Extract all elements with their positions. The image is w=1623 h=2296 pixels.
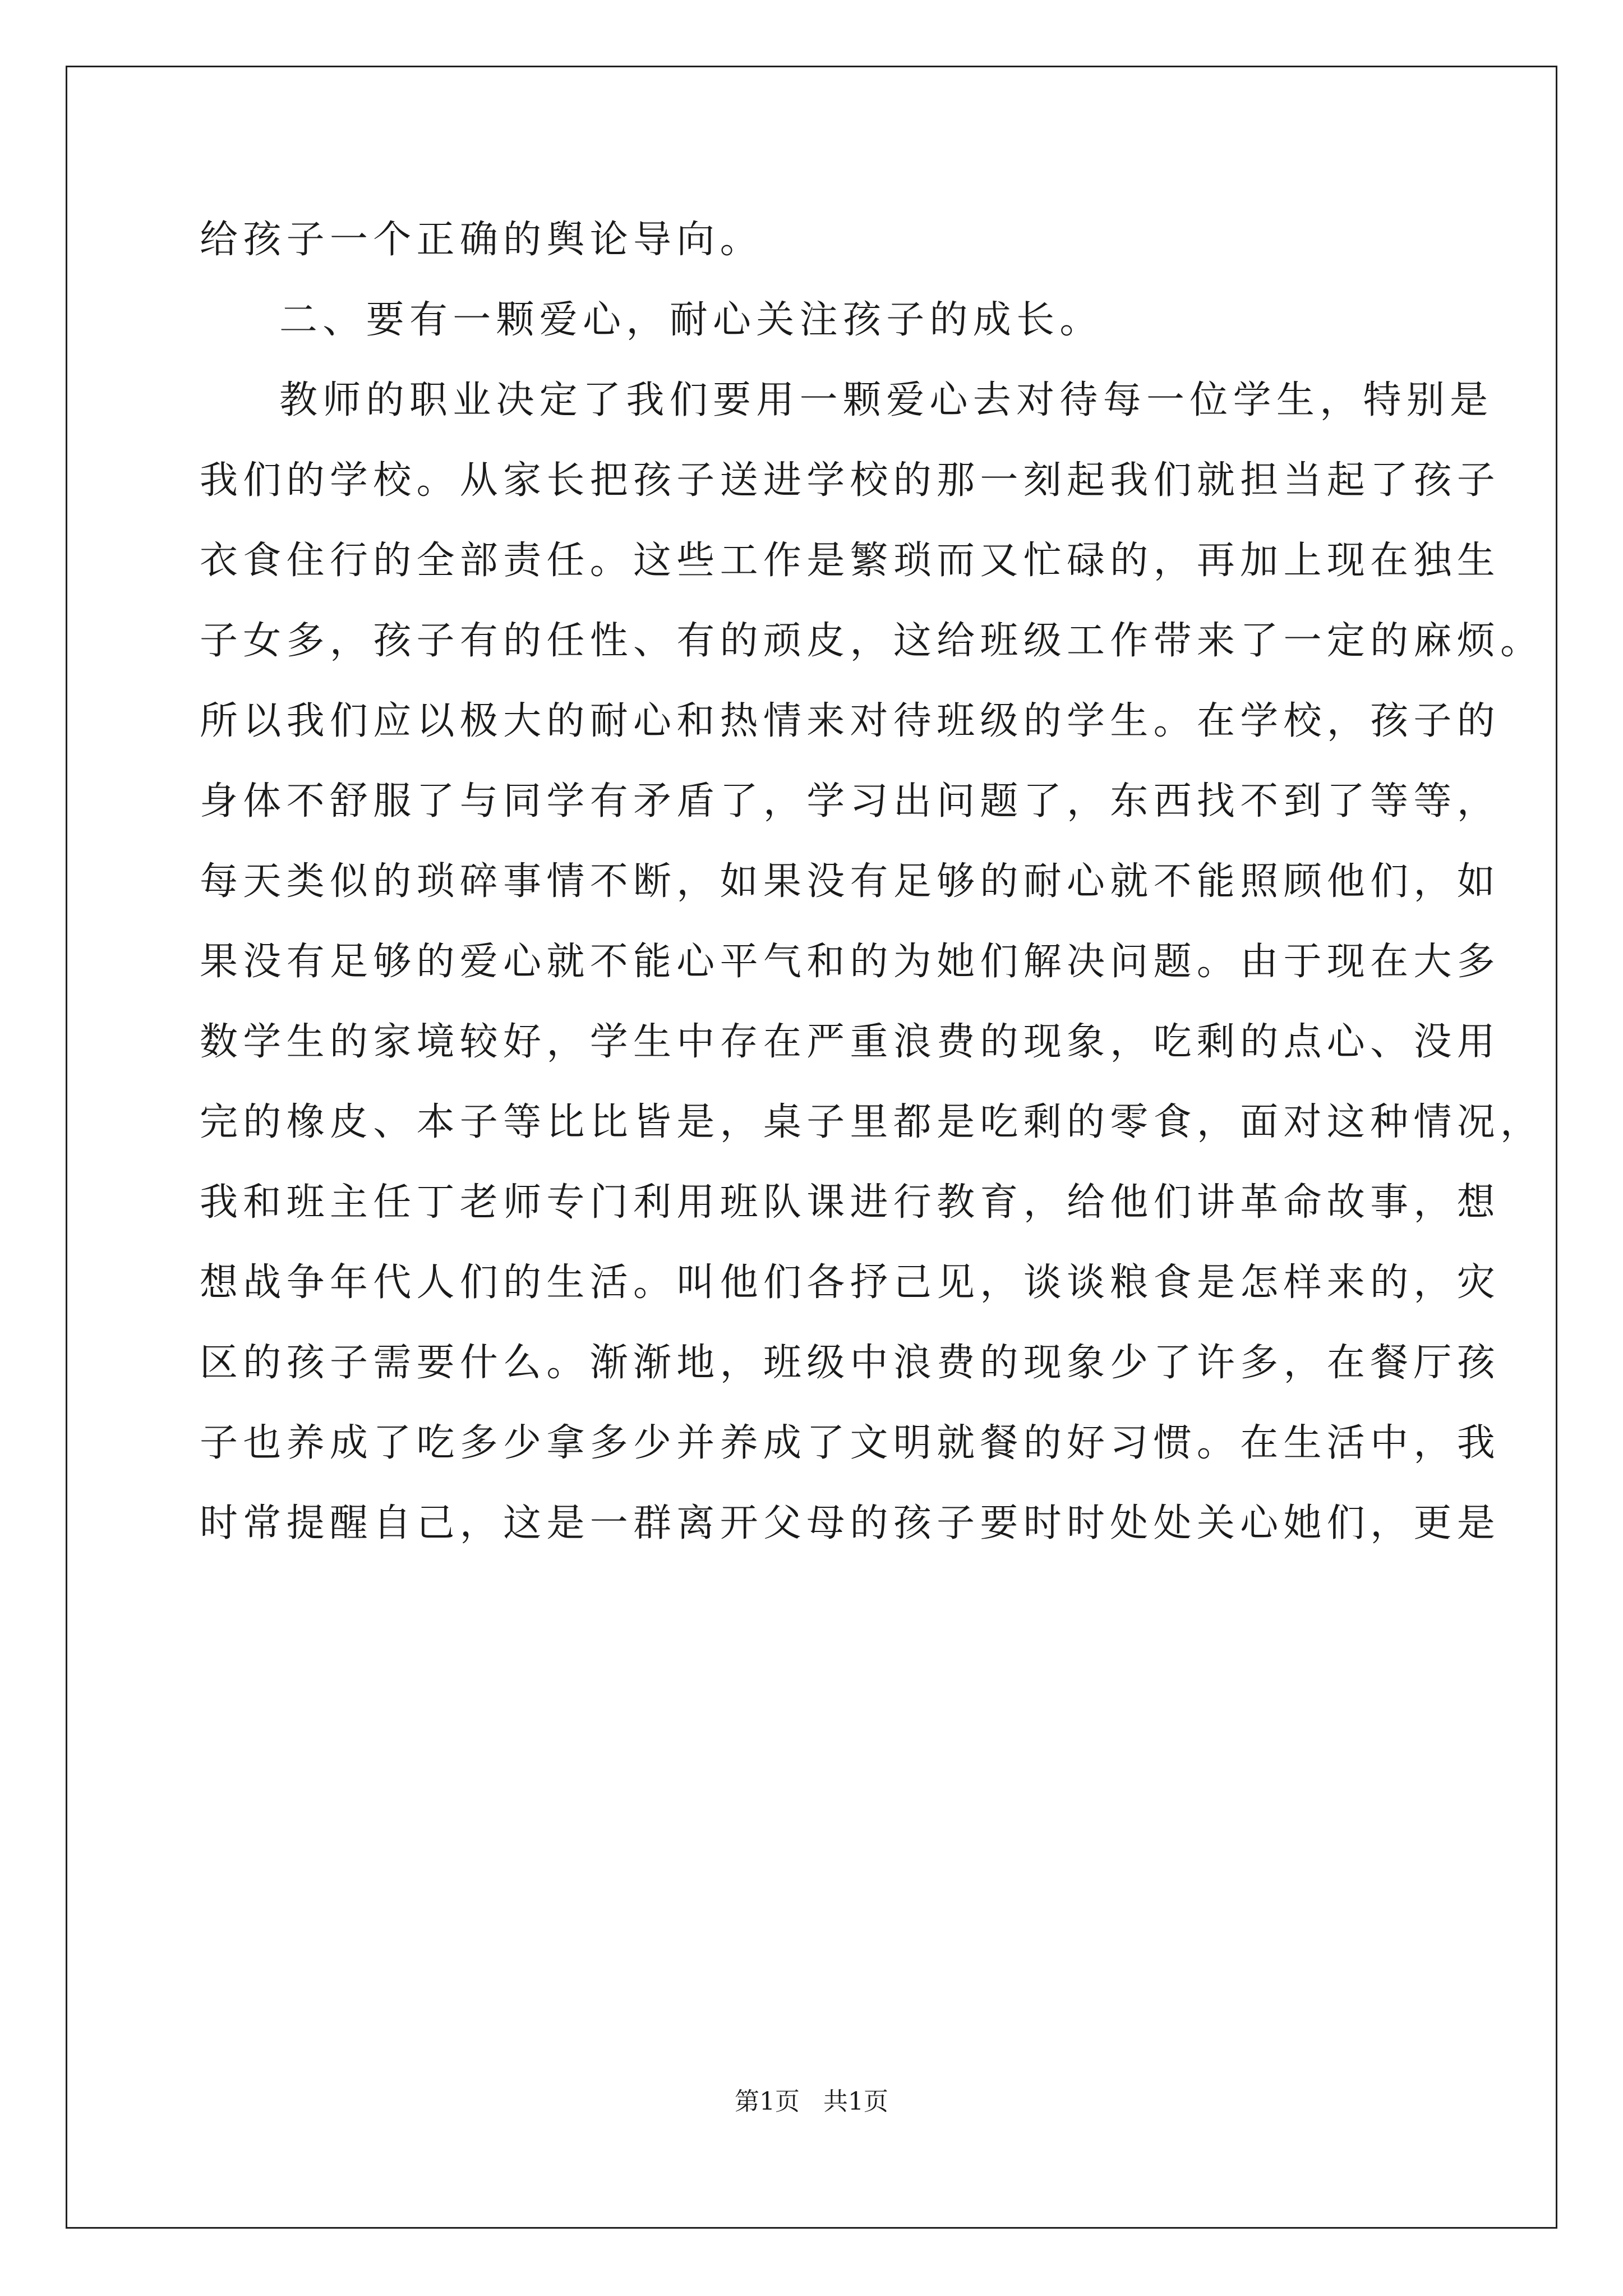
text-line: 身体不舒服了与同学有矛盾了，学习出问题了，东西找不到了等等，: [200, 779, 1501, 823]
text-line: 想战争年代人们的生活。叫他们各抒己见，谈谈粮食是怎样来的，灾: [200, 1260, 1501, 1305]
text-line: 区的孩子需要什么。渐渐地，班级中浪费的现象少了许多，在餐厅孩: [200, 1341, 1501, 1385]
page-footer: 第1页 共1页: [735, 2087, 888, 2116]
text-line: 子也养成了吃多少拿多少并养成了文明就餐的好习惯。在生活中，我: [200, 1421, 1501, 1465]
text-line: 教师的职业决定了我们要用一颗爱心去对待每一位学生，特别是: [279, 378, 1493, 422]
text-line: 数学生的家境较好，学生中存在严重浪费的现象，吃剩的点心、没用: [200, 1020, 1501, 1064]
text-line: 完的橡皮、本子等比比皆是，桌子里都是吃剩的零食，面对这种情况，: [200, 1100, 1544, 1144]
section-heading: 二、要有一颗爱心，耐心关注孩子的成长。: [279, 298, 1103, 342]
text-line: 每天类似的琐碎事情不断，如果没有足够的耐心就不能照顾他们，如: [200, 859, 1501, 904]
text-line: 我和班主任丁老师专门利用班队课进行教育，给他们讲革命故事，想: [200, 1180, 1501, 1225]
text-line: 所以我们应以极大的耐心和热情来对待班级的学生。在学校，孩子的: [200, 699, 1501, 743]
text-line: 给孩子一个正确的舆论导向。: [200, 218, 763, 262]
text-line: 衣食住行的全部责任。这些工作是繁琐而又忙碌的，再加上现在独生: [200, 539, 1501, 583]
text-line: 我们的学校。从家长把孩子送进学校的那一刻起我们就担当起了孩子: [200, 458, 1501, 503]
text-line: 果没有足够的爱心就不能心平气和的为她们解决问题。由于现在大多: [200, 940, 1501, 984]
text-line: 时常提醒自己，这是一群离开父母的孩子要时时处处关心她们，更是: [200, 1501, 1501, 1545]
text-line: 子女多，孩子有的任性、有的顽皮，这给班级工作带来了一定的麻烦。: [200, 619, 1544, 663]
